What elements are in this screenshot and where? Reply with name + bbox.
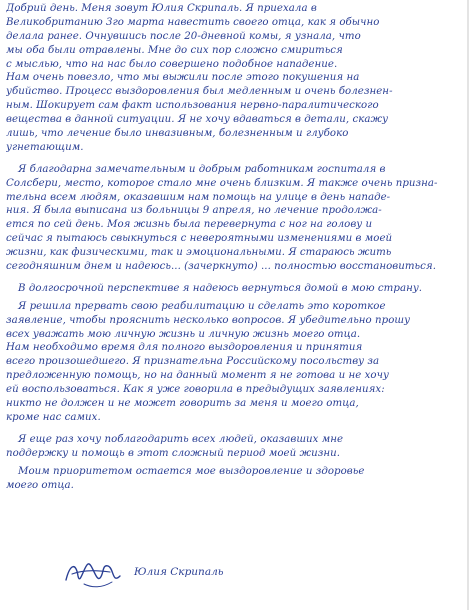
letter-line: делала ранее. Очнувшись после 20-дневной комы, я узнала, что <box>6 30 361 42</box>
letter-line: Я еще раз хочу поблагодарить всех людей, оказавших мне <box>18 433 344 445</box>
letter-line: никто не должен и не может говорить за меня и моего отца, <box>6 398 359 410</box>
letter-line: вещества в данной ситуации. Я не хочу вдаваться в детали, скажу <box>6 114 389 126</box>
letter-line: Моим приоритетом остается мое выздоровление и здоровье <box>18 465 365 477</box>
letter-line: угнетающим. <box>6 141 84 153</box>
letter-line: моего отца. <box>6 479 74 491</box>
letter-line: сейчас я пытаюсь свыкнуться с невероятными изменениями в моей <box>6 233 393 245</box>
letter-line: кроме нас самих. <box>6 411 101 423</box>
letter-line: лишь, что лечение было инвазивным, болезненным и глубоко <box>6 128 349 140</box>
signature-scribble <box>62 556 124 592</box>
letter-line: сегодняшним днем и надеюсь... (зачеркнуто) ... полностью восстановиться. <box>6 261 436 273</box>
letter-line: предложенную помощь, но на данный момент я не готова и не хочу <box>6 370 389 382</box>
letter-line: В долгосрочной перспективе я надеюсь вернуться домой в мою страну. <box>18 282 423 294</box>
letter-line: убийство. Процесс выздоровления был медленным и очень болезнен- <box>6 86 393 98</box>
letter-line: ным. Шокирует сам факт использования нервно-паралитического <box>6 100 379 112</box>
signature-block <box>62 556 302 592</box>
letter-line: ния. Я была выписана из больницы 9 апреля, но лечение продолжа- <box>6 205 382 217</box>
letter-line: Я решила прервать свою реабилитацию и сделать это короткое <box>18 300 386 312</box>
letter-line: ей воспользоваться. Как я уже говорила в предыдущих заявлениях: <box>6 384 385 396</box>
letter-line: Солсбери, место, которое стало мне очень близким. Я также очень призна- <box>6 177 438 189</box>
letter-line: Великобританию 3го марта навестить своего отца, как я обычно <box>6 16 380 28</box>
letter-line: Нам необходимо время для полного выздоровления и принятия <box>6 342 363 354</box>
letter-line: всех уважать мою личную жизнь и личную жизнь моего отца. <box>6 328 361 340</box>
handwritten-letter <box>6 2 466 492</box>
letter-line: Добрий день. Меня зовут Юлия Скрипаль. Я приехала в <box>6 3 317 14</box>
letter-line: Я благодарна замечательным и добрым работникам госпиталя в <box>18 163 386 175</box>
letter-line: всего произошедшего. Я признательна Российскому посольству за <box>6 356 380 368</box>
letter-line: ется по сей день. Моя жизнь была перевернута с ног на голову и <box>6 219 373 231</box>
letter-line: Нам очень повезло, что мы выжили после этого покушения на <box>6 72 360 84</box>
letter-line: заявление, чтобы прояснить несколько вопросов. Я убедительно прошу <box>6 314 411 326</box>
letter-line: поддержку и помощь в этот сложный период моей жизни. <box>6 447 341 459</box>
signature-name: Юлия Скрипаль <box>134 566 224 578</box>
letter-line: мы оба были отравлены. Мне до сих пор сложно смириться <box>6 44 343 56</box>
letter-line: с мыслью, что на нас было совершено подобное нападение. <box>6 58 338 70</box>
letter-line: жизни, как физическими, так и эмоциональными. Я стараюсь жить <box>6 247 392 259</box>
letter-line: тельна всем людям, оказавшим нам помощь на улице в день нападе- <box>6 191 391 203</box>
